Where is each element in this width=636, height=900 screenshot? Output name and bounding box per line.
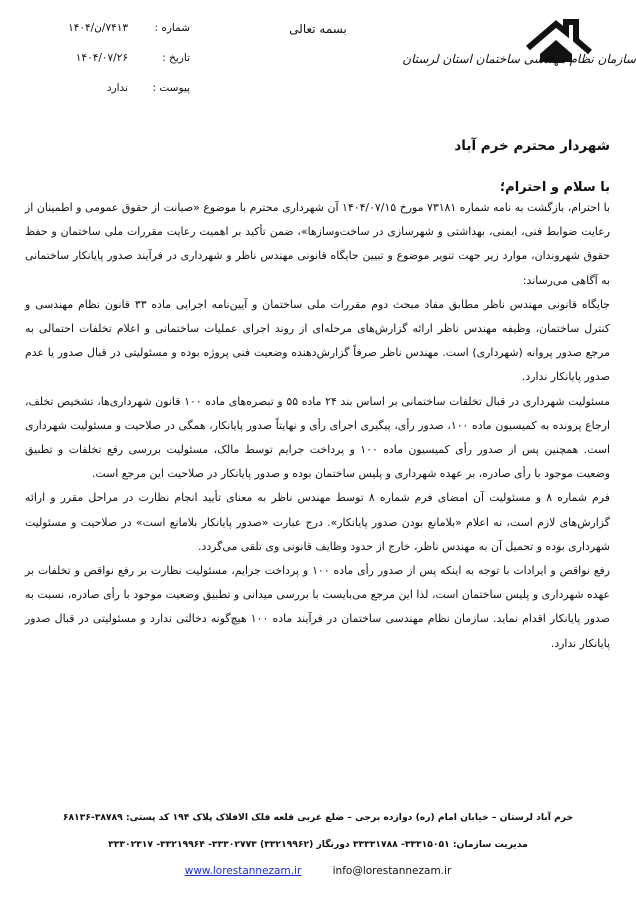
website-link[interactable]: www.lorestannezam.ir [184,865,302,877]
bismillah: بسمه تعالی [289,22,347,36]
meta-label: تاریخ : [162,52,190,64]
paragraph: فرم شماره ۸ و مسئولیت آن امضای فرم شماره ۸ توسط مهندس ناظر به معنای تأیید انجام نظارت در مراحل مقرر و ارائه گزارش‌های لازم است، نه اعلام «بلامانع بودن صدور پایانکار». درج عبارت «صدور پایانکار بلامانع است» در صلاحیت و مسئولیت شهرداری بوده و تحمیل آن به مهندس ناظر، خارج از حدود وظایف قانونی وی تلقی می‌گردد. [25,491,610,553]
email-address[interactable]: info@lorestannezam.ir [332,865,452,877]
org-name: سازمان نظام مهندسی ساختمان استان لرستان [402,52,636,66]
paragraph: رفع نواقص و ایرادات با توجه به اینکه پس از صدور رأی ماده ۱۰۰ و پرداخت جرایم، مسئولیت نظارت بر رفع نواقص و تخلفات بر عهده شهرداری و پلیس ساختمان است، لذا این مرجع می‌بایست با بررسی میدانی و تطبیق وضعیت موجود با رأی صادره، نسبت به صدور پایانکار اقدام نماید. سازمان نظام مهندسی ساختمان در فرآیند ماده ۱۰۰ هیچ‌گونه دخالتی ندارد و مسئولیتی در قبال صدور پایانکار ندارد. [25,564,611,650]
meta-date [60,52,190,82]
meta-label: پیوست : [152,82,190,94]
meta-number [60,22,190,52]
meta-value: ندارد [106,82,128,94]
footer-address: خرم آباد لرستان – خیابان امام (ره) دوازده برجی – ضلع غربی قلعه فلک الافلاک پلاک ۱۹۴ کد پستی: ۳۸۷۸۹-۶۸۱۳۶ [62,812,574,823]
meta-value: ۷۴۱۳/ن/۱۴۰۴ [68,22,128,34]
letter-body [25,196,610,656]
meta-attachment [60,82,190,112]
salutation: با سلام و احترام؛ [499,180,610,195]
recipient: شهردار محترم خرم آباد [454,138,610,154]
footer-phones: مدیریت سازمان: ۳۳۳۱۵۰۵۱- ۳۳۳۳۱۷۸۸ دورنگار (۳۳۲۱۹۹۶۲) ۳۳۳۰۲۷۷۳- ۳۳۲۱۹۹۶۴- ۳۳۳۰۲۳۱۷ [108,839,528,850]
paragraph: جایگاه قانونی مهندس ناظر مطابق مفاد مبحث دوم مقررات ملی ساختمان و آیین‌نامه اجرایی ماده ۳۳ قانون نظام مهندسی و کنترل ساختمان، وظیفه مهندس ناظر ارائه گزارش‌های مرحله‌ای از روند اجرای عملیات ساختمانی و اعلام تخلفات احتمالی به مرجع صدور پروانه (شهرداری) است. مهندس ناظر صرفاً گزارش‌دهنده وضعیت فنی پروژه بوده و مسئولیتی در قبال صدور یا عدم صدور پایانکار ندارد. [25,297,611,384]
letter-meta [60,22,190,112]
paragraph: با احترام، بازگشت به نامه شماره ۷۳۱۸۱ مورخ ۱۴۰۴/۰۷/۱۵ آن شهرداری محترم با موضوع «صیانت از حقوق عمومی و اطمینان از رعایت ضوابط فنی، ایمنی، بهداشتی و شهرسازی در ساخت‌وسازها»، ضمن تأکید بر اهمیت رعایت مقررات ملی ساختمان و حفظ حقوق شهروندان، موارد زیر جهت تنویر موضوع و تبیین جایگاه قانونی مهندس ناظر و شهرداری در فرآیند صدور پایانکار ساختمانی به آگاهی می‌رساند: [25,201,610,287]
footer-contacts [0,865,636,877]
meta-label: شماره : [154,22,190,34]
meta-value: ۱۴۰۴/۰۷/۲۶ [75,52,128,64]
paragraph: مسئولیت شهرداری در قبال تخلفات ساختمانی بر اساس بند ۲۴ ماده ۵۵ و تبصره‌های ماده ۱۰۰ قانون شهرداری‌ها، تشخیص تخلف، ارجاع پرونده به کمیسیون ماده ۱۰۰، صدور رأی، پیگیری اجرای رأی و نهایتاً صدور پایانکار، همگی در صلاحیت و مسئولیت شهرداری است. همچنین پس از صدور رأی کمیسیون ماده ۱۰۰ و پرداخت جرایم توسط مالک، مسئولیت بررسی رفع تخلفات و تطبیق وضعیت موجود با رأی صادره، بر عهده شهرداری و پلیس ساختمان بوده و صدور پایانکار در صلاحیت این مرجع است. [25,394,611,481]
